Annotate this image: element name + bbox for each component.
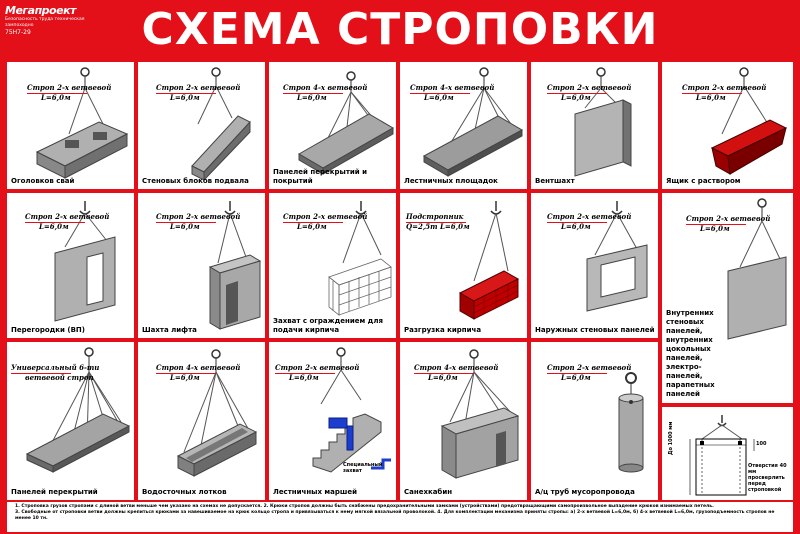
sling-tag: Строп 2-х ветвевой L=6,0м (682, 83, 767, 102)
cell-elevator-shaft (138, 193, 265, 338)
sling-tag: Строп 2-х ветвевой L=6,0м (547, 83, 632, 102)
sling-tag: Строп 4-х ветвевой L=6,0м (414, 363, 499, 382)
sling-tag: Строп 2-х ветвевой L=6,0м (27, 83, 112, 102)
cell-caption: Оголовков свай (11, 177, 75, 185)
footer-line-2: 3. Свободные от строповки ветви должны крепиться крюками за навешиваемое на крюк кольцо стропа и привязываться к нему мягкой вязальной проволокой. 4. Для комплектации механизма приняты стропы: а) 2-х ветвевой L=6,0м, б) 4-х ветвевой L=6,0м, грузоподъемность стропов не менее 10 тн. (15, 510, 775, 522)
sling-tag: Строп 4-х ветвевой L=6,0м (410, 83, 495, 102)
sling-tag: Строп 4-х ветвевой L=6,0м (283, 83, 368, 102)
cell-caption: Стеновых блоков подвала (142, 177, 249, 185)
cell-caption: Лестничных площадок (404, 177, 498, 185)
pile-head-illustration (7, 62, 134, 189)
sling-tag: Строп 2-х ветвевой L=6,0м (25, 212, 110, 231)
basement-block-illustration (138, 62, 265, 189)
sling-tag: Подстропник Q=2,5т L=6,0м (406, 212, 470, 231)
cell-interior-panels (662, 193, 793, 403)
cell-sanitary-cabins (400, 342, 527, 500)
cell-detail (662, 407, 793, 500)
cell-slab-panels (7, 342, 134, 500)
cell-mortar-box (662, 62, 793, 189)
rigging-grid (7, 62, 793, 500)
cell-caption: Вентшахт (535, 177, 575, 185)
sling-tag: Строп 2-х ветвевой L=6,0м (283, 212, 368, 231)
cell-vent-shaft (531, 62, 658, 189)
sling-tag: Строп 2-х ветвевой L=6,0м (547, 363, 632, 382)
detail-note: Отверстия 40 мм просверлить перед строповкой (748, 463, 787, 493)
logo-subtitle: Безопасность труда техническая зампоходно (5, 17, 85, 28)
stair-landing-illustration (400, 62, 527, 189)
sling-tag: Строп 2-х ветвевой L=6,0м (686, 214, 771, 233)
cell-chute-pipes (531, 342, 658, 500)
cell-caption: Панелей перекрытий и покрытий (273, 168, 368, 185)
cell-stair-flights (269, 342, 396, 500)
sling-tag: Универсальный 6-ти ветвевой строп (11, 363, 100, 382)
footer-line-1: 1. Строповка грузов стропами с длиной ветви меньше чем указано на схемах не допускается. 2. Крюки стропов должны быть снабжены предохранительными замками (устройствами) предотвращающими самопроизвольное выпадение крюков изнимаемых петель. (15, 504, 714, 509)
cell-caption: Наружных стеновых панелей (535, 326, 655, 334)
dimension-label-top: 100 (756, 441, 767, 447)
cell-gutters (138, 342, 265, 500)
cell-basement-blocks (138, 62, 265, 189)
cell-caption: Разгрузка кирпича (404, 326, 482, 334)
logo-code: 75Н7-29 (5, 29, 31, 36)
cell-floor-slabs (269, 62, 396, 189)
cell-caption: Лестничных маршей (273, 488, 357, 496)
cell-caption: Панелей перекрытий (11, 488, 98, 496)
cell-caption: А/ц труб мусоропровода (535, 488, 635, 496)
cell-pile-heads (7, 62, 134, 189)
special-grip-label: Специальный захват (343, 462, 383, 474)
sling-tag: Строп 2-х ветвевой L=6,0м (156, 83, 241, 102)
cell-caption: Водосточных лотков (142, 488, 227, 496)
footer-notes (7, 502, 793, 532)
sling-tag: Строп 2-х ветвевой L=6,0м (547, 212, 632, 231)
cell-partitions (7, 193, 134, 338)
logo-brand: Мегапроект (5, 4, 76, 17)
cell-caption: Шахта лифта (142, 326, 197, 334)
cell-stair-landings (400, 62, 527, 189)
cell-caption: Захват с ограждением для подачи кирпича (273, 317, 383, 334)
sling-tag: Строп 2-х ветвевой L=6,0м (275, 363, 360, 382)
vent-shaft-illustration (531, 62, 658, 189)
cell-caption: Перегородки (ВП) (11, 326, 85, 334)
sling-tag: Строп 4-х ветвевой L=6,0м (156, 363, 241, 382)
cell-caption: Внутренних стеновых панелей, внутренних цокольных панелей, электро-панелей, парапетных панелей (666, 309, 715, 398)
mortar-box-illustration (662, 62, 793, 189)
cell-brick-cage (269, 193, 396, 338)
dimension-label-height: До 1000 мм (668, 421, 674, 455)
cell-caption: Ящик с раствором (666, 177, 741, 185)
cell-caption: Санехкабин (404, 488, 453, 496)
cell-brick-unloading (400, 193, 527, 338)
page-title: СХЕМА СТРОПОВКИ (141, 4, 659, 55)
sling-tag: Строп 2-х ветвевой L=6,0м (156, 212, 241, 231)
cell-exterior-panels (531, 193, 658, 338)
